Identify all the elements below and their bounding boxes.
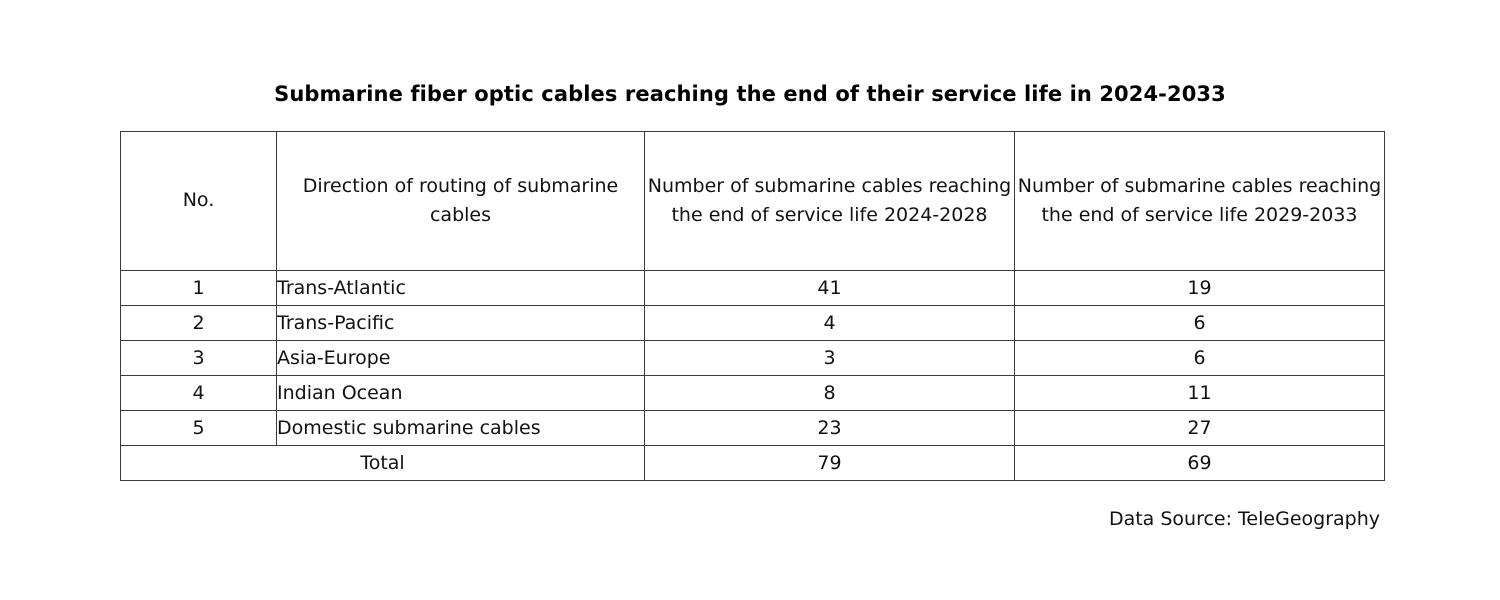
row-number: 3 [121, 341, 277, 376]
header-row [121, 132, 1385, 271]
row-number: 5 [121, 411, 277, 446]
column-header-direction: Direction of routing of submarine cables [277, 132, 645, 271]
row-value-2029-2033: 19 [1015, 271, 1385, 306]
table-row [121, 411, 1385, 446]
row-value-2024-2028: 41 [645, 271, 1015, 306]
row-value-2024-2028: 8 [645, 376, 1015, 411]
table-row [121, 376, 1385, 411]
row-number: 1 [121, 271, 277, 306]
table-row [121, 271, 1385, 306]
total-value-2024-2028: 79 [645, 446, 1015, 481]
row-value-2024-2028: 3 [645, 341, 1015, 376]
table-body [121, 271, 1385, 481]
row-direction: Asia-Europe [277, 341, 645, 376]
total-value-2029-2033: 69 [1015, 446, 1385, 481]
row-direction: Domestic submarine cables [277, 411, 645, 446]
row-direction: Trans-Atlantic [277, 271, 645, 306]
row-value-2029-2033: 6 [1015, 341, 1385, 376]
row-value-2024-2028: 23 [645, 411, 1015, 446]
cable-eol-table [120, 131, 1385, 481]
total-label: Total [121, 446, 645, 481]
page-title: Submarine fiber optic cables reaching the end of their service life in 2024-2033 [274, 82, 1226, 106]
column-header-period-2029-2033: Number of submarine cables reaching the end of service life 2029-2033 [1015, 132, 1385, 271]
table-row [121, 306, 1385, 341]
row-number: 2 [121, 306, 277, 341]
row-value-2029-2033: 11 [1015, 376, 1385, 411]
table-row [121, 341, 1385, 376]
row-value-2029-2033: 27 [1015, 411, 1385, 446]
table-header [121, 132, 1385, 271]
row-direction: Indian Ocean [277, 376, 645, 411]
column-header-period-2024-2028: Number of submarine cables reaching the end of service life 2024-2028 [645, 132, 1015, 271]
table-container [120, 131, 1380, 481]
row-number: 4 [121, 376, 277, 411]
row-value-2024-2028: 4 [645, 306, 1015, 341]
row-value-2029-2033: 6 [1015, 306, 1385, 341]
row-direction: Trans-Pacific [277, 306, 645, 341]
column-header-no: No. [121, 132, 277, 271]
data-source-note: Data Source: TeleGeography [1108, 508, 1380, 530]
table-total-row [121, 446, 1385, 481]
